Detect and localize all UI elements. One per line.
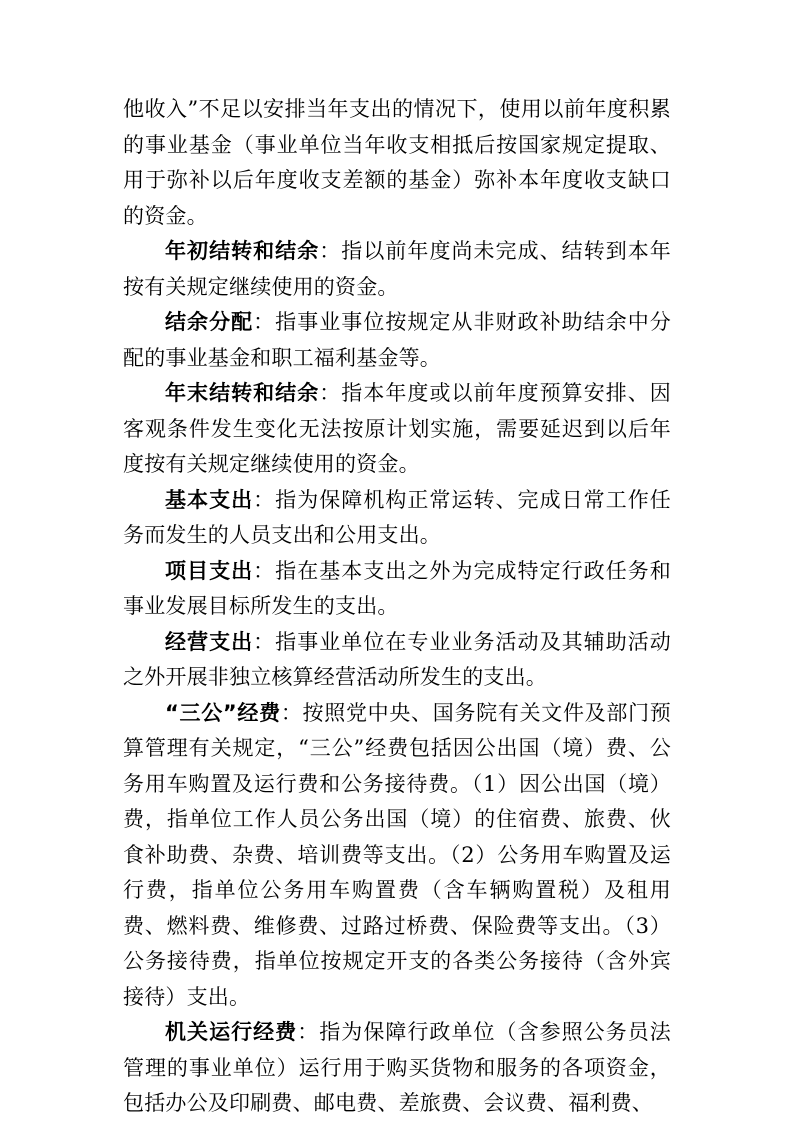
term-heading: 结余分配 — [165, 310, 254, 334]
paragraph-continuation — [123, 92, 671, 234]
paragraph-definition — [123, 483, 671, 554]
paragraph-text: ：指为保障机构正常运转、完成日常工作任务而发生的人员支出和公用支出。 — [123, 487, 671, 547]
paragraph-text: ：按照党中央、国务院有关文件及部门预算管理有关规定，“三公”经费包括因公出国（境）费、公务用车购置及运行费和公务接待费。（1）因公出国（境）费，指单位工作人员公务出国（境）的住宿费、旅费、伙食补助费、杂费、培训费等支出。（2）公务用车购置及运行费，指单位公务用车购置费（含车辆购置税）及租用费、燃料费、维修费、过路过桥费、保险费等支出。（3）公务接待费，指单位按规定开支的各类公务接待（含外宾接待）支出。 — [123, 700, 671, 1009]
term-heading: “三公”经费 — [165, 700, 281, 725]
paragraph-text: ：指在基本支出之外为完成特定行政任务和事业发展目标所发生的支出。 — [123, 558, 671, 618]
paragraph-definition — [123, 696, 671, 1016]
document-body — [123, 92, 671, 1122]
paragraph-definition — [123, 1015, 671, 1122]
paragraph-text: ：指本年度或以前年度预算安排、因客观条件发生变化无法按原计划实施，需要延迟到以后年度按有关规定继续使用的资金。 — [123, 381, 672, 476]
paragraph-definition — [123, 305, 671, 376]
paragraph-text: ：指事业单位在专业业务活动及其辅助活动之外开展非独立核算经营活动所发生的支出。 — [123, 629, 671, 689]
term-heading: 年初结转和结余 — [165, 239, 320, 263]
term-heading: 项目支出 — [165, 558, 254, 583]
paragraph-definition — [123, 376, 671, 483]
term-heading: 基本支出 — [165, 487, 254, 512]
paragraph-definition — [123, 554, 671, 625]
paragraph-definition — [123, 625, 671, 696]
paragraph-text: 他收入”不足以安排当年支出的情况下，使用以前年度积累的事业基金（事业单位当年收支相抵后按国家规定提取、用于弥补以后年度收支差额的基金）弥补本年度收支缺口的资金。 — [123, 97, 671, 228]
term-heading: 年末结转和结余 — [165, 381, 320, 405]
paragraph-definition — [123, 234, 671, 305]
paragraph-text: ：指事业事位按规定从非财政补助结余中分配的事业基金和职工福利基金等。 — [123, 310, 671, 370]
paragraph-text: ：指为保障行政单位（含参照公务员法管理的事业单位）运行用于购买货物和服务的各项资金，包括办公及印刷费、邮电费、差旅费、会议费、福利费、 — [123, 1020, 671, 1115]
term-heading: 机关运行经费 — [165, 1020, 298, 1044]
term-heading: 经营支出 — [165, 629, 254, 654]
paragraph-text: ：指以前年度尚未完成、结转到本年按有关规定继续使用的资金。 — [123, 239, 672, 299]
